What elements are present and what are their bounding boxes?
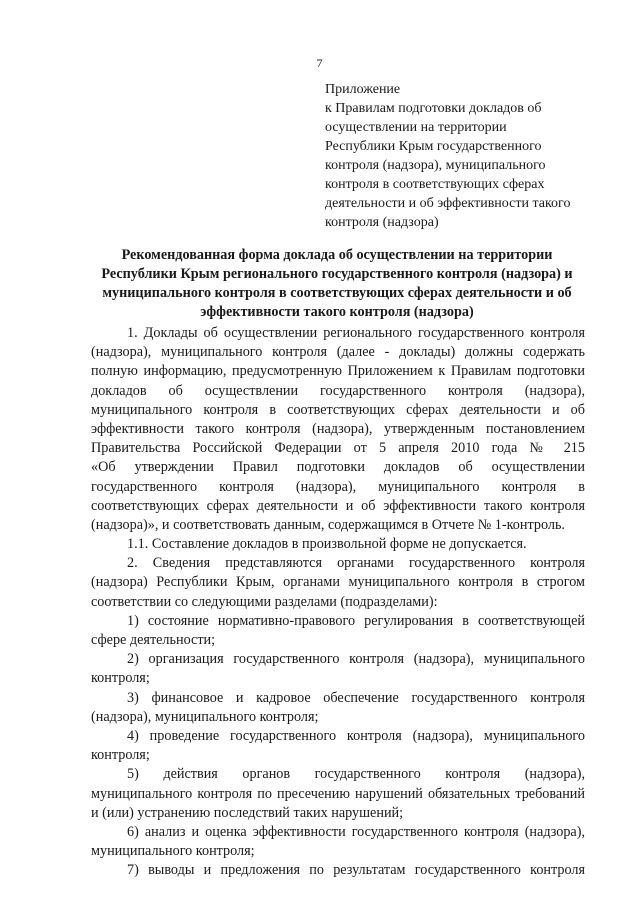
body-line: (надзора) Республики Крым, органами муниципального контроля в строгом (91, 574, 585, 591)
body-line: Правительства Российской Федерации от 5 апреля 2010 года № 215 (91, 440, 585, 457)
body-line: сфере деятельности; (91, 632, 216, 648)
title-line: Республики Крым регионального государственного контроля (надзора) и (101, 266, 573, 282)
appendix-header (325, 80, 595, 232)
body-line: и (или) устранению последствий таких нарушений; (91, 804, 404, 821)
page-number: 7 (316, 56, 323, 70)
body-line: 1. Доклады об осуществлении регионального государственного контроля (127, 325, 585, 341)
body-line: 2) организация государственного контроля (надзора), муниципального (127, 651, 585, 668)
body-line: 1.1. Составление докладов в произвольной форме не допускается. (127, 536, 527, 553)
body-line: 5) действия органов государственного контроля (надзора), (127, 766, 585, 783)
body-line: (надзора), муниципального контроля (далее - доклады) должны содержать (91, 344, 585, 361)
body-line: (надзора), муниципального контроля; (91, 708, 319, 725)
body-line: муниципального контроля; (91, 843, 255, 860)
appendix-line: контроля в соответствующих сферах (325, 177, 545, 192)
body-line: 3) финансовое и кадровое обеспечение государственного контроля (127, 689, 585, 706)
appendix-line: Приложение (325, 82, 401, 97)
body-line: государственного контроля (надзора), муниципального контроля в (91, 478, 585, 495)
body-line: 6) анализ и оценка эффективности государственного контроля (надзора), (127, 823, 585, 840)
appendix-line: Республики Крым государственного (325, 139, 542, 154)
body-line: (надзора)», и соответствовать данным, содержащимся в Отчете № 1-контроль. (91, 516, 565, 533)
body-line: соответствии со следующими разделами (подразделами): (91, 593, 438, 610)
body-line: эффективности такого контроля (надзора), утвержденным постановлением (91, 420, 585, 437)
body-line: 4) проведение государственного контроля (надзора), муниципального (127, 727, 585, 744)
body-line: «Об утверждении Правил подготовки докладов об осуществлении (91, 459, 585, 476)
appendix-line: контроля (надзора) (325, 215, 439, 230)
appendix-line: к Правилам подготовки докладов об (325, 101, 542, 116)
document-title (88, 246, 586, 322)
title-line: эффективности такого контроля (надзора) (200, 304, 474, 320)
body-line: муниципального контроля по пресечению нарушений обязательных требований (91, 785, 585, 802)
body-line: 1) состояние нормативно-правового регулирования в соответствующей (127, 612, 585, 629)
body-line: 2. Сведения представляются органами государственного контроля (127, 555, 585, 572)
body-text (91, 324, 585, 880)
body-line: полную информацию, предусмотренную Приложением к Правилам подготовки (91, 363, 585, 380)
body-line: контроля; (91, 747, 150, 764)
body-line: контроля; (91, 670, 150, 687)
body-line: соответствующих сферах деятельности и об эффективности такого контроля (91, 497, 585, 514)
appendix-line: деятельности и об эффективности такого (325, 196, 571, 211)
title-line: муниципального контроля в соответствующих сферах деятельности и об (102, 285, 572, 301)
body-line: муниципального контроля в соответствующих сферах деятельности и об (91, 401, 585, 418)
body-line: докладов об осуществлении государственного контроля (надзора), (91, 382, 585, 399)
title-line: Рекомендованная форма доклада об осуществлении на территории (121, 247, 553, 263)
body-line: 7) выводы и предложения по результатам государственного контроля (127, 862, 585, 879)
appendix-line: контроля (надзора), муниципального (325, 158, 546, 173)
appendix-line: осуществлении на территории (325, 120, 507, 135)
